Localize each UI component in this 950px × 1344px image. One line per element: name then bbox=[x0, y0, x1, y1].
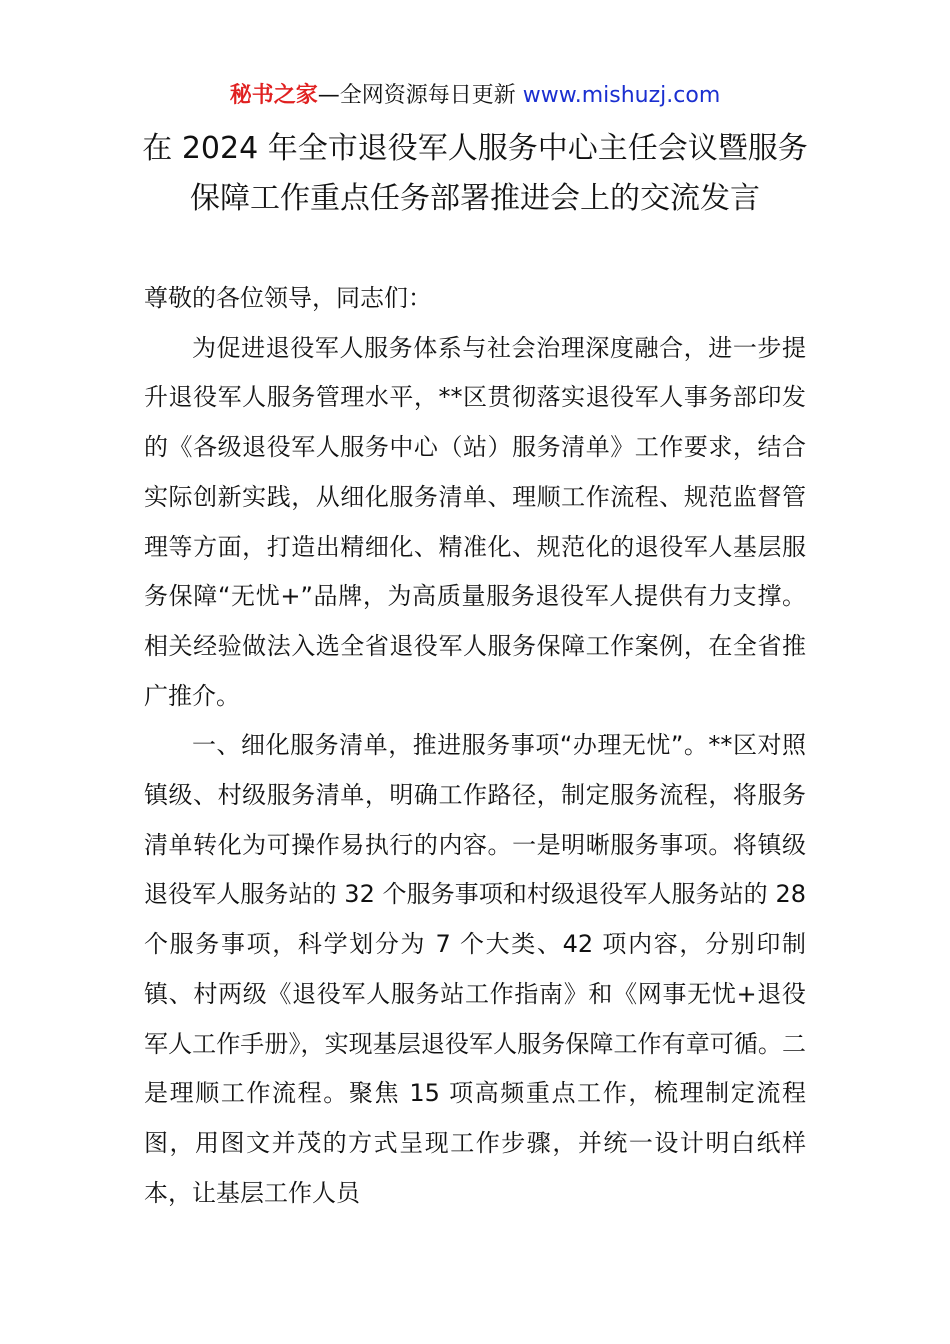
document-body bbox=[144, 274, 806, 1218]
site-brand: 秘书之家 bbox=[229, 83, 318, 108]
site-url-link[interactable]: www.mishuzj.com bbox=[522, 83, 721, 108]
site-header bbox=[0, 80, 950, 112]
salutation: 尊敬的各位领导，同志们： bbox=[144, 284, 432, 312]
paragraph-intro: 为促进退役军人服务体系与社会治理深度融合，进一步提升退役军人服务管理水平，**区贯彻落实退役军人事务部印发的《各级退役军人服务中心（站）服务清单》工作要求，结合实际创新实践，从细化服务清单、理顺工作流程、规范监督管理等方面，打造出精细化、精准化、规范化的退役军人基层服务保障“无忧+”品牌，为高质量服务退役军人提供有力支撑。相关经验做法入选全省退役军人服务保障工作案例，在全省推广推介。 bbox=[144, 333, 806, 710]
paragraph-section-one: 一、细化服务清单，推进服务事项“办理无忧”。**区对照镇级、村级服务清单，明确工作路径，制定服务流程，将服务清单转化为可操作易执行的内容。一是明晰服务事项。将镇级退役军人服务站的 32 个服务事项和村级退役军人服务站的 28 个服务事项，科学划分为 7 个大类、42 项内容，分别印制镇、村两级《退役军人服务站工作指南》和《网事无忧+退役军人工作手册》，实现基层退役军人服务保障工作有章可循。二是理顺工作流程。聚焦 15 项高频重点工作，梳理制定流程图，用图文并茂的方式呈现工作步骤，并统一设计明白纸样本，让基层工作人员 bbox=[144, 731, 806, 1207]
document-title: 在 2024 年全市退役军人服务中心主任会议暨服务保障工作重点任务部署推进会上的交流发言 bbox=[142, 131, 808, 216]
site-tagline: —全网资源每日更新 bbox=[317, 83, 523, 108]
